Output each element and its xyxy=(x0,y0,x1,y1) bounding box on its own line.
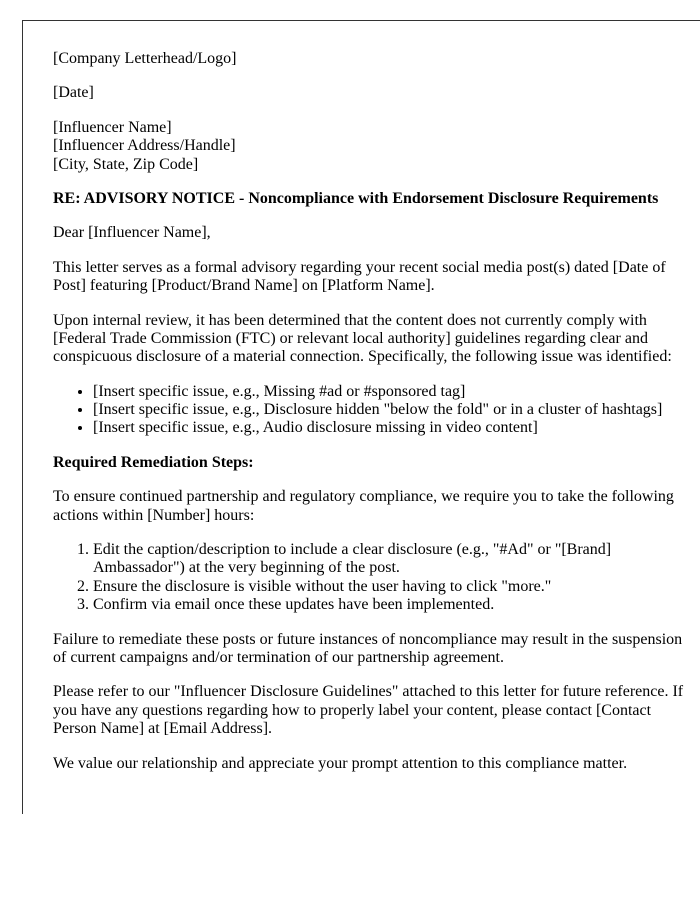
remediation-step: 3. Confirm via email once these updates have been implemented. xyxy=(93,596,691,614)
recipient-name: [Influencer Name] xyxy=(53,118,172,136)
issue-item: • [Insert specific issue, e.g., Missing #ad or #sponsored tag] xyxy=(93,383,691,401)
subject-line: RE: ADVISORY NOTICE - Noncompliance with Endorsement Disclosure Requirements xyxy=(53,189,659,207)
remediation-intro: To ensure continued partnership and regulatory compliance, we require you to take the following actions within [Number] hours: xyxy=(53,488,674,524)
recipient-city-state-zip: [City, State, Zip Code] xyxy=(53,155,199,173)
reference-paragraph: Please refer to our "Influencer Disclosure Guidelines" attached to this letter for future reference. If you have any questions regarding how to properly label your content, please contact [Contact Person Name] at [Email Address]. xyxy=(53,683,684,738)
remediation-step: 2. Ensure the disclosure is visible without the user having to click "more." xyxy=(93,578,691,596)
closing-paragraph-clipped: We value our relationship and appreciate your prompt attention to this compliance matter. xyxy=(53,754,628,772)
letter-page xyxy=(22,20,700,814)
failure-warning-paragraph: Failure to remediate these posts or future instances of noncompliance may result in the suspension of current campaigns and/or termination of our partnership agreement. xyxy=(53,630,683,666)
remediation-heading: Required Remediation Steps: xyxy=(53,453,254,471)
remediation-step-list xyxy=(53,541,691,615)
review-paragraph: Upon internal review, it has been determined that the content does not currently comply with [Federal Trade Commission (FTC) or relevant local authority] guidelines regarding clear and conspicuous disclosure of a material connection. Specifically, the following issue was identified: xyxy=(53,311,672,366)
company-letterhead: [Company Letterhead/Logo] xyxy=(53,50,237,67)
recipient-address: [Influencer Address/Handle] xyxy=(53,137,236,155)
letter-date: [Date] xyxy=(53,84,94,102)
salutation: Dear [Influencer Name], xyxy=(53,224,211,242)
recipient-address-block xyxy=(53,119,691,174)
issue-item: • [Insert specific issue, e.g., Audio disclosure missing in video content] xyxy=(93,419,691,437)
intro-paragraph: This letter serves as a formal advisory regarding your recent social media post(s) dated [Date of Post] featuring [Product/Brand Name] on [Platform Name]. xyxy=(53,258,666,295)
issue-item: • [Insert specific issue, e.g., Disclosure hidden "below the fold" or in a cluster of hashtags] xyxy=(93,401,691,419)
remediation-step: 1. Edit the caption/description to include a clear disclosure (e.g., "#Ad" or "[Brand] Ambassador") at the very beginning of the post. xyxy=(93,541,691,578)
issue-list xyxy=(53,383,691,438)
